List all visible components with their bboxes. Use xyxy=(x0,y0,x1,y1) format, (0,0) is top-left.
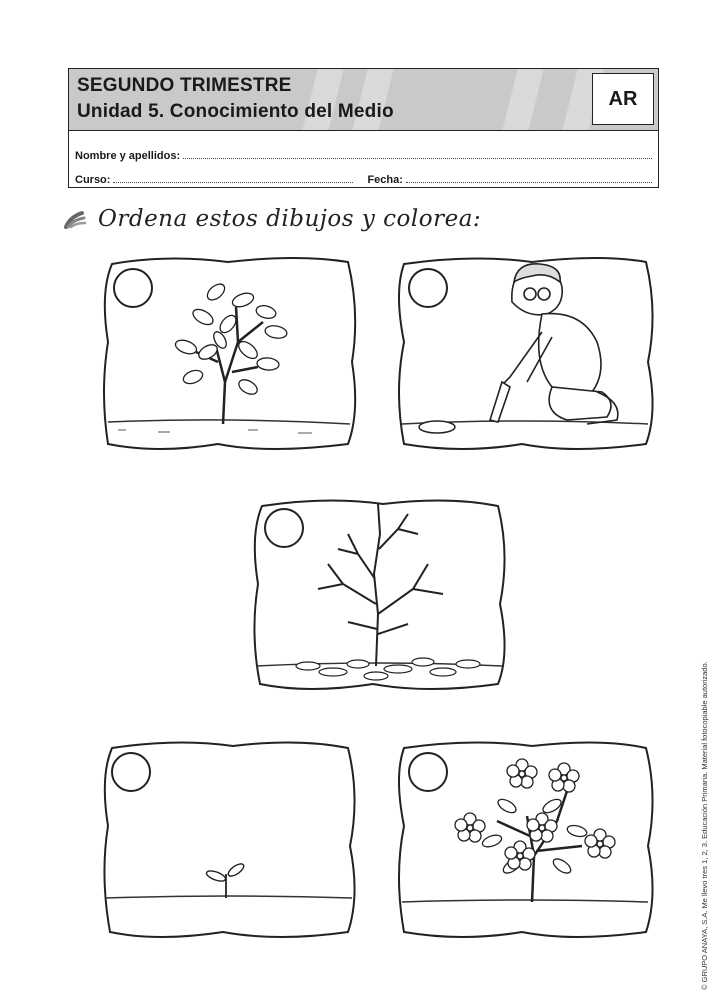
order-number-circle[interactable] xyxy=(409,753,447,791)
pencil-icon xyxy=(64,209,88,229)
date-label: Fecha: xyxy=(367,174,403,186)
name-field-row xyxy=(75,149,652,162)
flowering-tree-drawing xyxy=(392,736,658,942)
order-number-circle[interactable] xyxy=(112,753,150,791)
instruction-text: Ordena estos dibujos y colorea: xyxy=(98,206,482,232)
name-fill-line[interactable] xyxy=(183,149,652,159)
date-fill-line[interactable] xyxy=(406,173,652,183)
instruction-line xyxy=(64,206,481,232)
picture-card-sprout xyxy=(98,736,360,942)
leafy-tree-drawing xyxy=(98,252,360,454)
course-date-row xyxy=(75,173,652,186)
course-label: Curso: xyxy=(75,174,111,186)
picture-card-boy-planting xyxy=(392,252,658,454)
trimester-title: SEGUNDO TRIMESTRE xyxy=(77,75,292,96)
header-banner xyxy=(69,69,658,131)
order-number-circle[interactable] xyxy=(114,269,152,307)
sprout-drawing xyxy=(98,736,360,942)
picture-card-flowering-tree xyxy=(392,736,658,942)
picture-card-leafy-tree xyxy=(98,252,360,454)
name-label: Nombre y apellidos: xyxy=(75,150,181,162)
copyright-notice: © GRUPO ANAYA, S.A. Me llevo tres 1, 2, 3. Educación Primaria. Material fotocopiable autorizado. xyxy=(700,661,709,990)
picture-card-bare-tree xyxy=(248,494,510,694)
ar-badge: AR xyxy=(592,73,654,125)
order-number-circle[interactable] xyxy=(265,509,303,547)
boy-planting-drawing xyxy=(392,252,658,454)
bare-tree-drawing xyxy=(248,494,510,694)
worksheet-header xyxy=(68,68,659,188)
course-fill-line[interactable] xyxy=(113,173,353,183)
unit-title: Unidad 5. Conocimiento del Medio xyxy=(77,101,394,122)
order-number-circle[interactable] xyxy=(409,269,447,307)
